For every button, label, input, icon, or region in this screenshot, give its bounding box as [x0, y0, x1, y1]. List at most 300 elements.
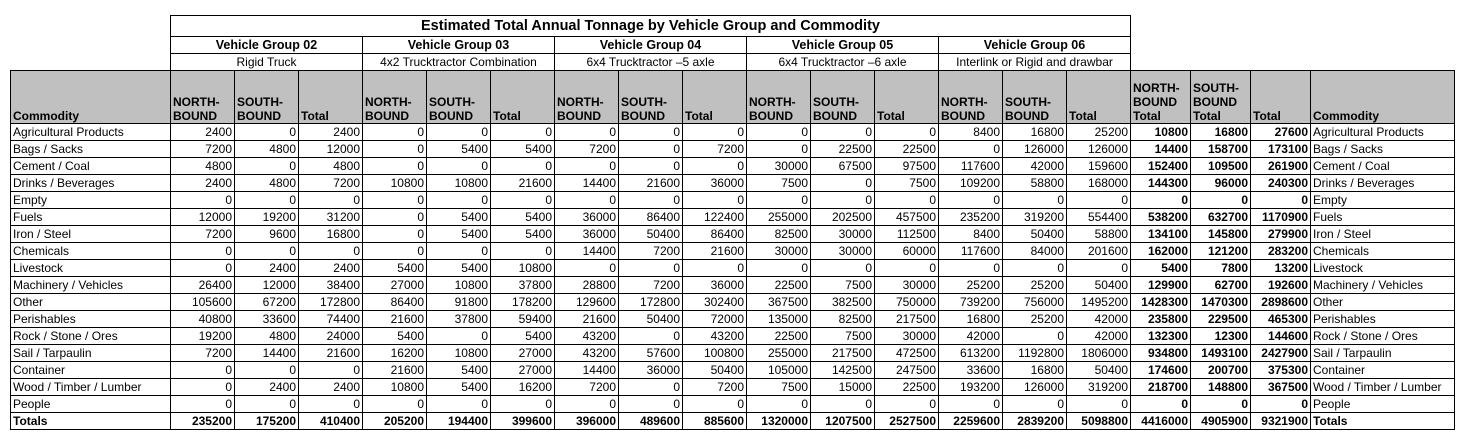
commodity-cell: Livestock: [11, 260, 171, 277]
value-cell: 0: [811, 396, 875, 413]
group-name-05: Vehicle Group 05: [747, 37, 939, 54]
value-cell: 36000: [683, 277, 747, 294]
value-cell: 0: [747, 396, 811, 413]
commodity-cell-right: Machinery / Vehicles: [1311, 277, 1455, 294]
total-cell: 9321900: [1251, 413, 1311, 430]
header-south-total: SOUTH-BOUND Total: [1191, 71, 1251, 124]
value-cell: 43200: [555, 345, 619, 362]
value-cell: 82500: [811, 311, 875, 328]
value-cell: 5400: [491, 209, 555, 226]
value-cell: 2400: [235, 260, 299, 277]
table-row: [11, 209, 1455, 226]
total-cell: 96000: [1191, 175, 1251, 192]
value-cell: 4800: [235, 175, 299, 192]
header-north: NORTH-BOUND: [747, 71, 811, 124]
value-cell: 5400: [427, 226, 491, 243]
value-cell: 0: [363, 209, 427, 226]
value-cell: 0: [171, 379, 235, 396]
total-cell: 1170900: [1251, 209, 1311, 226]
value-cell: 7500: [875, 175, 939, 192]
value-cell: 14400: [555, 362, 619, 379]
table-row: [11, 141, 1455, 158]
value-cell: 19200: [171, 328, 235, 345]
header-north-total: NORTH-BOUND Total: [1131, 71, 1191, 124]
value-cell: 117600: [939, 158, 1003, 175]
value-cell: 21600: [683, 243, 747, 260]
value-cell: 38400: [299, 277, 363, 294]
total-cell: 0: [1191, 396, 1251, 413]
value-cell: 16800: [299, 226, 363, 243]
value-cell: 74400: [299, 311, 363, 328]
total-cell: 934800: [1131, 345, 1191, 362]
value-cell: 0: [683, 124, 747, 141]
value-cell: 42000: [1003, 158, 1067, 175]
value-cell: 30000: [811, 226, 875, 243]
commodity-cell-right: People: [1311, 396, 1455, 413]
header-south: SOUTH-BOUND: [1003, 71, 1067, 124]
value-cell: 175200: [235, 413, 299, 430]
value-cell: 0: [491, 158, 555, 175]
total-cell: 538200: [1131, 209, 1191, 226]
value-cell: 0: [363, 396, 427, 413]
value-cell: 0: [171, 396, 235, 413]
table-row: [11, 294, 1455, 311]
total-cell: 173100: [1251, 141, 1311, 158]
value-cell: 0: [619, 396, 683, 413]
table-row: [11, 226, 1455, 243]
value-cell: 0: [171, 243, 235, 260]
table-row: [11, 396, 1455, 413]
total-cell: 1428300: [1131, 294, 1191, 311]
value-cell: 43200: [555, 328, 619, 345]
value-cell: 91800: [427, 294, 491, 311]
value-cell: 159600: [1067, 158, 1131, 175]
value-cell: 2400: [299, 260, 363, 277]
commodity-cell: Chemicals: [11, 243, 171, 260]
value-cell: 4800: [235, 328, 299, 345]
value-cell: 0: [555, 158, 619, 175]
value-cell: 750000: [875, 294, 939, 311]
value-cell: 7200: [555, 379, 619, 396]
value-cell: 0: [555, 192, 619, 209]
total-cell: 174600: [1131, 362, 1191, 379]
value-cell: 319200: [1067, 379, 1131, 396]
total-cell: 16800: [1191, 124, 1251, 141]
value-cell: 0: [363, 124, 427, 141]
value-cell: 21600: [491, 175, 555, 192]
commodity-cell-right: Chemicals: [1311, 243, 1455, 260]
value-cell: 112500: [875, 226, 939, 243]
value-cell: 489600: [619, 413, 683, 430]
total-cell: 4905900: [1191, 413, 1251, 430]
value-cell: 40800: [171, 311, 235, 328]
value-cell: 1207500: [811, 413, 875, 430]
value-cell: 0: [1003, 260, 1067, 277]
value-cell: 19200: [235, 209, 299, 226]
value-cell: 0: [363, 158, 427, 175]
value-cell: 193200: [939, 379, 1003, 396]
total-cell: 10800: [1131, 124, 1191, 141]
value-cell: 58800: [1067, 226, 1131, 243]
value-cell: 67500: [811, 158, 875, 175]
commodity-cell-right: Drinks / Beverages: [1311, 175, 1455, 192]
value-cell: 0: [875, 396, 939, 413]
total-cell: 121200: [1191, 243, 1251, 260]
total-cell: 14400: [1131, 141, 1191, 158]
value-cell: 2839200: [1003, 413, 1067, 430]
total-cell: 12300: [1191, 328, 1251, 345]
total-cell: 283200: [1251, 243, 1311, 260]
value-cell: 126000: [1067, 141, 1131, 158]
group-desc-05: 6x4 Trucktractor –6 axle: [747, 54, 939, 71]
total-cell: 0: [1251, 192, 1311, 209]
value-cell: 0: [875, 260, 939, 277]
value-cell: 7200: [171, 345, 235, 362]
value-cell: 396000: [555, 413, 619, 430]
tonnage-table: [10, 15, 1455, 430]
commodity-cell: Bags / Sacks: [11, 141, 171, 158]
value-cell: 50400: [1067, 277, 1131, 294]
table-row: [11, 175, 1455, 192]
total-cell: 279900: [1251, 226, 1311, 243]
value-cell: 0: [747, 124, 811, 141]
commodity-cell-right: Perishables: [1311, 311, 1455, 328]
table-title: Estimated Total Annual Tonnage by Vehicle Group and Commodity: [171, 16, 1131, 37]
value-cell: 50400: [619, 311, 683, 328]
value-cell: 31200: [299, 209, 363, 226]
value-cell: 0: [299, 362, 363, 379]
value-cell: 1806000: [1067, 345, 1131, 362]
total-cell: 235800: [1131, 311, 1191, 328]
commodity-cell-right: Iron / Steel: [1311, 226, 1455, 243]
commodity-cell: Totals: [11, 413, 171, 430]
value-cell: 2400: [171, 175, 235, 192]
total-cell: 0: [1131, 396, 1191, 413]
total-cell: 145800: [1191, 226, 1251, 243]
value-cell: 0: [683, 158, 747, 175]
commodity-cell: Other: [11, 294, 171, 311]
value-cell: 30000: [811, 243, 875, 260]
value-cell: 10800: [427, 175, 491, 192]
value-cell: 5400: [427, 141, 491, 158]
value-cell: 36000: [683, 175, 747, 192]
value-cell: 0: [427, 396, 491, 413]
header-total: Total: [299, 71, 363, 124]
commodity-cell: Perishables: [11, 311, 171, 328]
value-cell: 28800: [555, 277, 619, 294]
commodity-cell-right: Other: [1311, 294, 1455, 311]
value-cell: 4800: [171, 158, 235, 175]
commodity-cell-right: Rock / Stone / Ores: [1311, 328, 1455, 345]
table-row: [11, 124, 1455, 141]
value-cell: 7200: [171, 141, 235, 158]
value-cell: 36000: [555, 226, 619, 243]
total-cell: 2427900: [1251, 345, 1311, 362]
value-cell: 0: [235, 396, 299, 413]
value-cell: 126000: [1003, 141, 1067, 158]
value-cell: 235200: [939, 209, 1003, 226]
total-cell: 134100: [1131, 226, 1191, 243]
value-cell: 1495200: [1067, 294, 1131, 311]
value-cell: 0: [619, 328, 683, 345]
value-cell: 10800: [491, 260, 555, 277]
value-cell: 7200: [683, 141, 747, 158]
commodity-cell-right: Cement / Coal: [1311, 158, 1455, 175]
value-cell: 0: [1067, 192, 1131, 209]
value-cell: 72000: [683, 311, 747, 328]
value-cell: 0: [491, 192, 555, 209]
value-cell: 0: [555, 124, 619, 141]
value-cell: 217500: [875, 311, 939, 328]
header-south: SOUTH-BOUND: [811, 71, 875, 124]
commodity-cell: Wood / Timber / Lumber: [11, 379, 171, 396]
value-cell: 4800: [235, 141, 299, 158]
value-cell: 5400: [491, 141, 555, 158]
value-cell: 255000: [747, 209, 811, 226]
value-cell: 7500: [747, 379, 811, 396]
value-cell: 247500: [875, 362, 939, 379]
value-cell: 16800: [939, 311, 1003, 328]
value-cell: 43200: [683, 328, 747, 345]
value-cell: 30000: [875, 277, 939, 294]
value-cell: 0: [427, 124, 491, 141]
value-cell: 0: [299, 243, 363, 260]
value-cell: 0: [939, 192, 1003, 209]
value-cell: 0: [619, 379, 683, 396]
commodity-cell: Drinks / Beverages: [11, 175, 171, 192]
value-cell: 10800: [427, 345, 491, 362]
value-cell: 0: [171, 192, 235, 209]
value-cell: 7200: [299, 175, 363, 192]
value-cell: 14400: [235, 345, 299, 362]
total-cell: 632700: [1191, 209, 1251, 226]
value-cell: 0: [747, 141, 811, 158]
value-cell: 105600: [171, 294, 235, 311]
value-cell: 22500: [747, 328, 811, 345]
value-cell: 105000: [747, 362, 811, 379]
value-cell: 7500: [747, 175, 811, 192]
header-total: Total: [683, 71, 747, 124]
value-cell: 0: [875, 192, 939, 209]
total-cell: 158700: [1191, 141, 1251, 158]
value-cell: 0: [235, 124, 299, 141]
header-north: NORTH-BOUND: [555, 71, 619, 124]
value-cell: 5400: [427, 260, 491, 277]
value-cell: 613200: [939, 345, 1003, 362]
value-cell: 302400: [683, 294, 747, 311]
table-row: [11, 379, 1455, 396]
value-cell: 235200: [171, 413, 235, 430]
value-cell: 5400: [427, 362, 491, 379]
group-name-02: Vehicle Group 02: [171, 37, 363, 54]
value-cell: 57600: [619, 345, 683, 362]
commodity-cell-right: Wood / Timber / Lumber: [1311, 379, 1455, 396]
total-cell: 200700: [1191, 362, 1251, 379]
value-cell: 36000: [619, 362, 683, 379]
total-cell: 129900: [1131, 277, 1191, 294]
value-cell: 410400: [299, 413, 363, 430]
value-cell: 367500: [747, 294, 811, 311]
value-cell: 0: [235, 362, 299, 379]
total-cell: 132300: [1131, 328, 1191, 345]
total-cell: 0: [1131, 192, 1191, 209]
table-row: [11, 311, 1455, 328]
value-cell: 382500: [811, 294, 875, 311]
total-cell: 192600: [1251, 277, 1311, 294]
value-cell: 142500: [811, 362, 875, 379]
commodity-cell-right: Fuels: [1311, 209, 1455, 226]
value-cell: 50400: [619, 226, 683, 243]
value-cell: 0: [811, 175, 875, 192]
value-cell: 16200: [491, 379, 555, 396]
value-cell: 7500: [811, 277, 875, 294]
value-cell: 0: [235, 243, 299, 260]
table-row: [11, 277, 1455, 294]
table-row: [11, 260, 1455, 277]
value-cell: 16800: [1003, 362, 1067, 379]
value-cell: 82500: [747, 226, 811, 243]
commodity-cell: Cement / Coal: [11, 158, 171, 175]
value-cell: 0: [875, 124, 939, 141]
table-row: [11, 158, 1455, 175]
value-cell: 319200: [1003, 209, 1067, 226]
total-cell: 4416000: [1131, 413, 1191, 430]
header-north: NORTH-BOUND: [171, 71, 235, 124]
value-cell: 7200: [619, 277, 683, 294]
value-cell: 0: [235, 158, 299, 175]
total-cell: 144600: [1251, 328, 1311, 345]
total-cell: 375300: [1251, 362, 1311, 379]
value-cell: 0: [299, 192, 363, 209]
value-cell: 33600: [235, 311, 299, 328]
totals-row: [11, 413, 1455, 430]
value-cell: 21600: [363, 362, 427, 379]
value-cell: 178200: [491, 294, 555, 311]
value-cell: 0: [747, 192, 811, 209]
value-cell: 37800: [491, 277, 555, 294]
value-cell: 2400: [171, 124, 235, 141]
value-cell: 0: [171, 362, 235, 379]
tonnage-table-container: [10, 15, 1455, 430]
value-cell: 8400: [939, 124, 1003, 141]
value-cell: 0: [555, 260, 619, 277]
value-cell: 50400: [1003, 226, 1067, 243]
value-cell: 26400: [171, 277, 235, 294]
value-cell: 27000: [491, 345, 555, 362]
value-cell: 33600: [939, 362, 1003, 379]
commodity-cell: Fuels: [11, 209, 171, 226]
value-cell: 0: [1067, 396, 1131, 413]
value-cell: 0: [619, 124, 683, 141]
value-cell: 8400: [939, 226, 1003, 243]
value-cell: 117600: [939, 243, 1003, 260]
total-cell: 7800: [1191, 260, 1251, 277]
commodity-cell-right: Empty: [1311, 192, 1455, 209]
value-cell: 0: [363, 141, 427, 158]
value-cell: 25200: [1003, 311, 1067, 328]
value-cell: 5400: [491, 328, 555, 345]
value-cell: 0: [491, 396, 555, 413]
value-cell: 97500: [875, 158, 939, 175]
commodity-cell-right: Agricultural Products: [1311, 124, 1455, 141]
value-cell: 2527500: [875, 413, 939, 430]
value-cell: 50400: [683, 362, 747, 379]
column-header-row: [11, 71, 1455, 124]
header-commodity: Commodity: [11, 71, 171, 124]
value-cell: 399600: [491, 413, 555, 430]
total-cell: 27600: [1251, 124, 1311, 141]
value-cell: 0: [683, 192, 747, 209]
value-cell: 16200: [363, 345, 427, 362]
header-north: NORTH-BOUND: [363, 71, 427, 124]
value-cell: 0: [363, 243, 427, 260]
total-cell: 0: [1251, 396, 1311, 413]
commodity-cell: Agricultural Products: [11, 124, 171, 141]
commodity-cell: People: [11, 396, 171, 413]
header-north: NORTH-BOUND: [939, 71, 1003, 124]
value-cell: 15000: [811, 379, 875, 396]
value-cell: 0: [1003, 396, 1067, 413]
commodity-cell: Iron / Steel: [11, 226, 171, 243]
value-cell: 2400: [235, 379, 299, 396]
value-cell: 885600: [683, 413, 747, 430]
value-cell: 0: [619, 260, 683, 277]
value-cell: 2400: [299, 379, 363, 396]
total-cell: 0: [1191, 192, 1251, 209]
value-cell: 30000: [747, 243, 811, 260]
value-cell: 5400: [427, 209, 491, 226]
table-row: [11, 192, 1455, 209]
commodity-cell-right: Bags / Sacks: [1311, 141, 1455, 158]
value-cell: 58800: [1003, 175, 1067, 192]
value-cell: 205200: [363, 413, 427, 430]
value-cell: 42000: [939, 328, 1003, 345]
total-cell: 1470300: [1191, 294, 1251, 311]
value-cell: 9600: [235, 226, 299, 243]
value-cell: 0: [811, 260, 875, 277]
total-cell: 162000: [1131, 243, 1191, 260]
value-cell: 12000: [171, 209, 235, 226]
value-cell: 42000: [1067, 311, 1131, 328]
commodity-cell-right: Sail / Tarpaulin: [1311, 345, 1455, 362]
group-desc-06: Interlink or Rigid and drawbar: [939, 54, 1131, 71]
group-desc-04: 6x4 Trucktractor –5 axle: [555, 54, 747, 71]
value-cell: 86400: [683, 226, 747, 243]
value-cell: 67200: [235, 294, 299, 311]
commodity-cell-right: Totals: [1311, 413, 1455, 430]
value-cell: 0: [683, 260, 747, 277]
value-cell: 756000: [1003, 294, 1067, 311]
value-cell: 126000: [1003, 379, 1067, 396]
value-cell: 202500: [811, 209, 875, 226]
value-cell: 739200: [939, 294, 1003, 311]
group-name-04: Vehicle Group 04: [555, 37, 747, 54]
value-cell: 25200: [1003, 277, 1067, 294]
value-cell: 27000: [363, 277, 427, 294]
value-cell: 5098800: [1067, 413, 1131, 430]
value-cell: 0: [427, 328, 491, 345]
value-cell: 172800: [299, 294, 363, 311]
value-cell: 5400: [427, 379, 491, 396]
value-cell: 7200: [619, 243, 683, 260]
header-total: Total: [491, 71, 555, 124]
total-cell: 62700: [1191, 277, 1251, 294]
value-cell: 0: [811, 192, 875, 209]
group-name-03: Vehicle Group 03: [363, 37, 555, 54]
table-row: [11, 328, 1455, 345]
value-cell: 22500: [747, 277, 811, 294]
value-cell: 100800: [683, 345, 747, 362]
